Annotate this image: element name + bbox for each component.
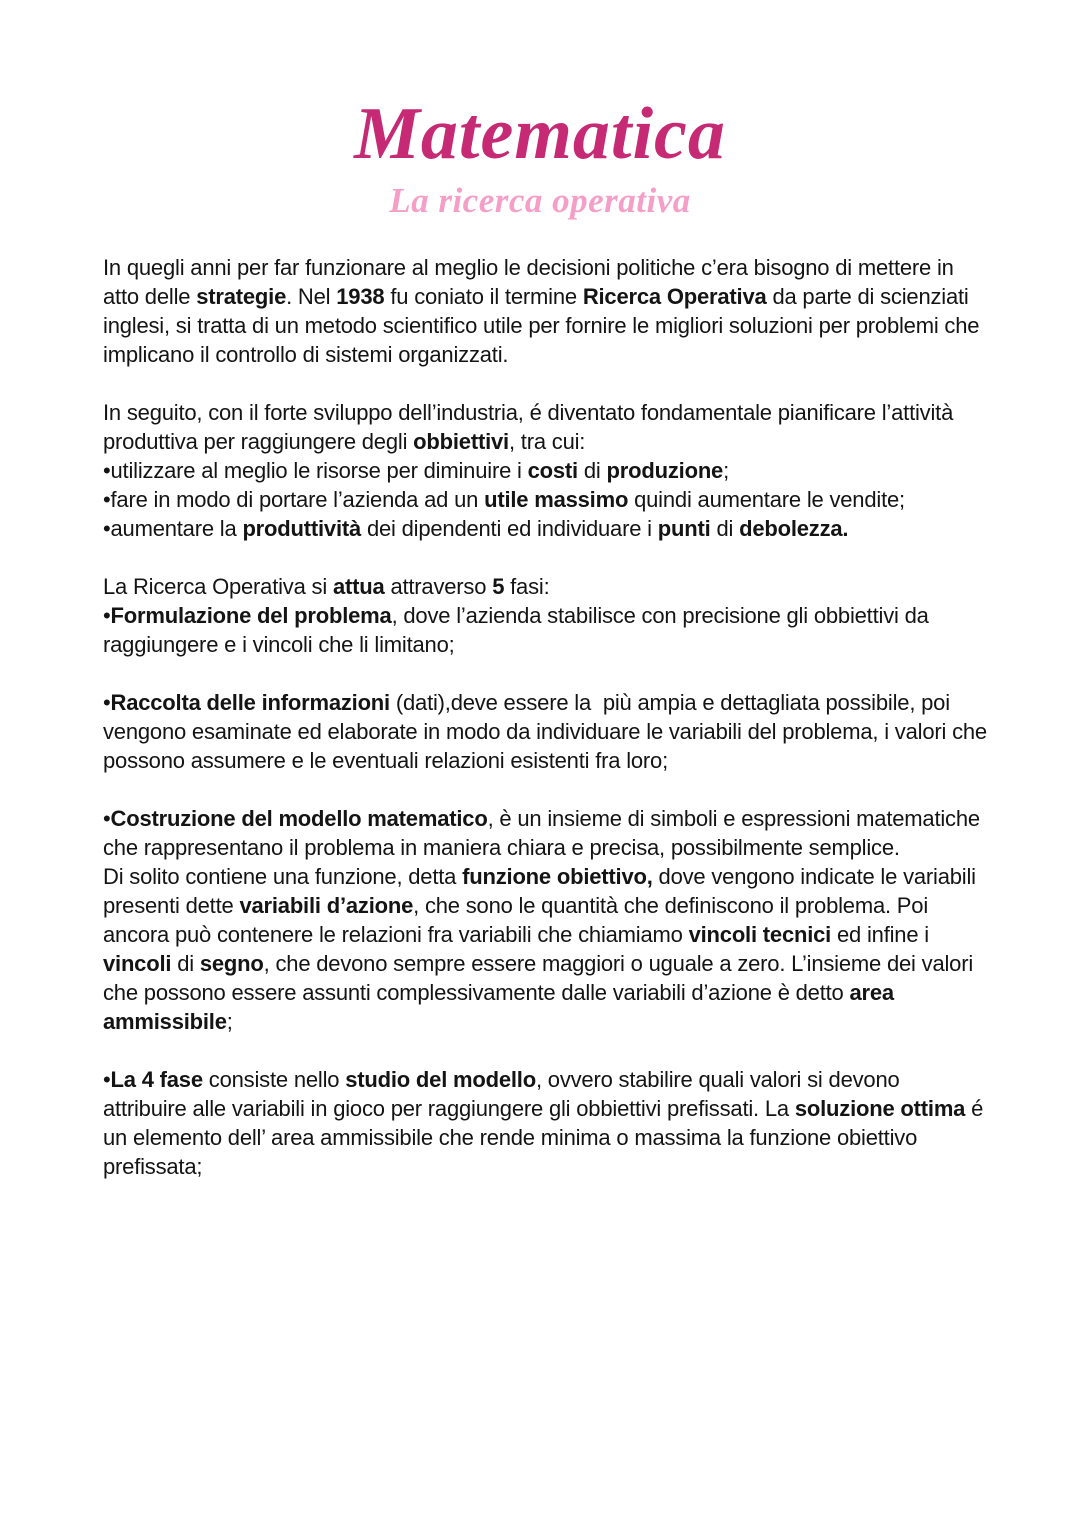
text-run: dei dipendenti ed individuare i bbox=[361, 516, 658, 542]
text-run: é un elemento dell’ area ammissibile che rende minima o massima la funzione obiettivo prefissata; bbox=[103, 1096, 990, 1180]
page-subtitle: La ricerca operativa bbox=[389, 180, 691, 220]
paragraph bbox=[103, 398, 987, 456]
text-run: . Nel bbox=[286, 284, 337, 310]
text-run-bold: segno bbox=[199, 951, 264, 977]
text-run-bold: 1938 bbox=[336, 284, 385, 310]
text-run-bold: produzione bbox=[606, 458, 724, 484]
text-run: dove vengono indicate le variabili presenti dette bbox=[103, 864, 982, 919]
page-title: Matematica bbox=[354, 93, 726, 175]
text-run: , che devono sempre essere maggiori o uguale a zero. L’insieme dei valori che possono essere assunti complessivamente dalle variabili d’azione è detto bbox=[103, 951, 979, 1006]
text-run: • bbox=[103, 603, 111, 629]
text-run: da parte di scienziati inglesi, si tratta di un metodo scientifico utile per fornire le migliori soluzioni per problemi che implicano il controllo di sistemi organizzati. bbox=[103, 284, 986, 368]
text-run-bold: Ricerca Operativa bbox=[582, 284, 767, 310]
text-run: ; bbox=[226, 1009, 233, 1035]
text-run-bold: strategie bbox=[196, 284, 287, 310]
paragraph bbox=[103, 456, 987, 485]
text-run: attraverso bbox=[384, 574, 493, 600]
text-run: • bbox=[103, 1067, 111, 1093]
text-run: di bbox=[171, 951, 200, 977]
text-run: , dove l’azienda stabilisce con precisione gli obbiettivi da raggiungere e i vincoli che li limitano; bbox=[103, 603, 935, 658]
text-run-bold: La 4 fase bbox=[110, 1067, 203, 1093]
text-run: , è un insieme di simboli e espressioni matematiche che rappresentano il problema in maniera chiara e precisa, possibilmente semplice. bbox=[103, 806, 986, 861]
text-run: quindi aumentare le vendite; bbox=[628, 487, 905, 513]
text-run-bold: produttività bbox=[242, 516, 362, 542]
text-run-bold: funzione obiettivo, bbox=[462, 864, 653, 890]
text-run: di bbox=[577, 458, 607, 484]
text-run: •aumentare la bbox=[103, 516, 243, 542]
text-run: (dati),deve essere la più ampia e dettagliata possibile, poi vengono esaminate ed elaborate in modo da individuare le variabili del problema, i valori che possono assumere e le eventuali relazioni esistenti fra loro; bbox=[103, 690, 993, 774]
text-run: consiste nello bbox=[202, 1067, 346, 1093]
text-run-bold: variabili d’azione bbox=[239, 893, 414, 919]
text-run-bold: Raccolta delle informazioni bbox=[110, 690, 390, 716]
document-body bbox=[103, 253, 993, 1181]
text-run-bold: costi bbox=[527, 458, 578, 484]
text-run-bold: debolezza. bbox=[739, 516, 849, 542]
text-run-bold: obbiettivi bbox=[413, 429, 509, 455]
paragraph bbox=[103, 514, 987, 543]
text-run: Di solito contiene una funzione, detta bbox=[103, 864, 463, 890]
text-run: •utilizzare al meglio le risorse per diminuire i bbox=[103, 458, 528, 484]
text-run-bold: 5 bbox=[492, 574, 505, 600]
text-run: ed infine i bbox=[831, 922, 935, 948]
text-run-bold: utile massimo bbox=[484, 487, 629, 513]
text-run: di bbox=[710, 516, 740, 542]
text-run-bold: studio del modello bbox=[345, 1067, 536, 1093]
text-run-bold: Formulazione del problema bbox=[110, 603, 392, 629]
text-run-bold: soluzione ottima bbox=[794, 1096, 966, 1122]
text-run: fasi: bbox=[504, 574, 550, 600]
text-run-bold: vincoli tecnici bbox=[688, 922, 832, 948]
text-run: La Ricerca Operativa si bbox=[103, 574, 333, 600]
text-run: , ovvero stabilire quali valori si devono attribuire alle variabili in gioco per raggiungere gli obbiettivi prefissati. La bbox=[103, 1067, 906, 1122]
text-run-bold: attua bbox=[332, 574, 385, 600]
paragraph bbox=[103, 253, 987, 369]
paragraph bbox=[103, 804, 987, 862]
text-run: In quegli anni per far funzionare al meglio le decisioni politiche c’era bisogno di mettere in atto delle bbox=[103, 255, 960, 310]
text-run: In seguito, con il forte sviluppo dell’industria, é diventato fondamentale pianificare l’attività produttiva per raggiungere degli bbox=[103, 400, 960, 455]
document-header bbox=[0, 0, 1080, 220]
text-run-bold: punti bbox=[657, 516, 711, 542]
paragraph bbox=[103, 1065, 990, 1181]
paragraph bbox=[103, 862, 987, 1036]
text-run: ; bbox=[723, 458, 730, 484]
paragraph bbox=[103, 688, 993, 775]
text-run: fu coniato il termine bbox=[384, 284, 583, 310]
paragraph bbox=[103, 485, 987, 514]
text-run: , tra cui: bbox=[508, 429, 586, 455]
paragraph bbox=[103, 601, 987, 659]
text-run: •fare in modo di portare l’azienda ad un bbox=[103, 487, 485, 513]
text-run: , che sono le quantità che definiscono il problema. Poi ancora può contenere le relazioni fra variabili che chiamiamo bbox=[103, 893, 934, 948]
text-run: • bbox=[103, 690, 111, 716]
text-run-bold: area ammissibile bbox=[103, 980, 900, 1035]
text-run-bold: vincoli bbox=[103, 951, 172, 977]
paragraph bbox=[103, 572, 987, 601]
text-run: • bbox=[103, 806, 111, 832]
text-run-bold: Costruzione del modello matematico bbox=[110, 806, 488, 832]
